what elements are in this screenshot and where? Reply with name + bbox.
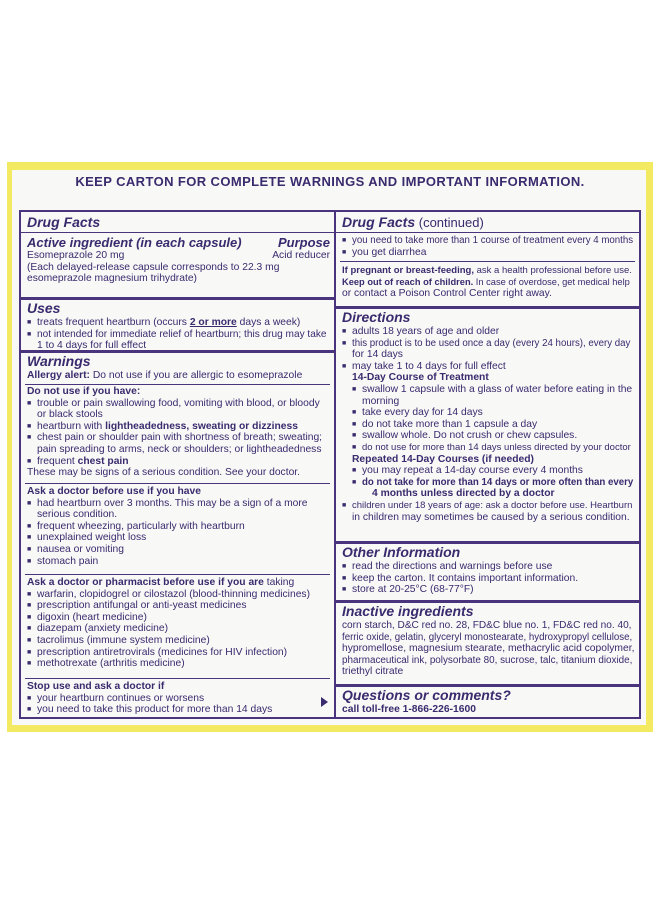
inactive-ingredients-line: pharmaceutical ink, polysorbate 80, sucrose, talc, titanium dioxide, <box>342 654 633 666</box>
do-not-use-section <box>21 386 334 479</box>
do-not-use-item: ■ trouble or pain swallowing food, vomiting with blood, or bloody <box>27 398 330 410</box>
stop-use-continued-section <box>336 235 639 258</box>
allergy-alert: Allergy alert: Do not use if you are allergic to esomeprazole <box>27 370 303 381</box>
drug-facts-continued-title: Drug Facts (continued) <box>342 214 484 230</box>
questions-phone: call toll-free 1-866-226-1600 <box>342 704 476 715</box>
questions-heading: Questions or comments? <box>342 687 511 703</box>
ask-pharmacist-item: ■ diazepam (anxiety medicine) <box>27 623 330 635</box>
ask-doctor-item: ■ stomach pain <box>27 556 330 568</box>
inactive-ingredients-line: ferric oxide, gelatin, glyceryl monostearate, hydroxypropyl cellulose, <box>342 631 633 643</box>
ask-pharmacist-item: ■ warfarin, clopidogrel or cilostazol (blood-thinning medicines) <box>27 589 330 601</box>
directions-item-cont: for 14 days <box>352 349 403 361</box>
ask-pharmacist-item: ■ digoxin (heart medicine) <box>27 612 330 624</box>
questions-section <box>336 687 639 716</box>
uses-item: ■ not intended for immediate relief of heartburn; this drug may take <box>27 329 330 341</box>
uses-heading: Uses <box>27 300 61 316</box>
drug-facts-title: Drug Facts <box>27 214 101 230</box>
other-information-heading: Other Information <box>342 544 461 560</box>
do-not-use-heading: Do not use if you have: <box>27 386 141 397</box>
other-information-section <box>336 544 639 596</box>
warnings-heading: Warnings <box>27 353 91 369</box>
other-information-item: ■ read the directions and warnings before use <box>342 561 635 573</box>
warnings-section <box>21 353 334 382</box>
do-not-use-item-cont: or black stools <box>37 409 103 421</box>
directions-item-cont: in children may sometimes be caused by a serious condition. <box>352 511 630 523</box>
drug-facts-continued-title-section <box>336 214 639 231</box>
ask-doctor-section <box>21 486 334 567</box>
course-item: ■ do not use for more than 14 days unless directed by your doctor <box>342 442 635 454</box>
keep-out-of-reach: Keep out of reach of children. In case of overdose, get medical help <box>342 276 630 287</box>
ask-pharmacist-section <box>21 577 334 670</box>
directions-item: ■ this product is to be used once a day (every 24 hours), every day <box>342 338 635 350</box>
continued-arrow-icon <box>321 697 328 707</box>
ask-doctor-heading: Ask a doctor before use if you have <box>27 486 201 497</box>
other-information-item: ■ store at 20-25°C (68-77°F) <box>342 584 635 596</box>
ask-doctor-item: ■ nausea or vomiting <box>27 544 330 556</box>
repeat-item: ■ do not take for more than 14 days or more often than every <box>342 477 635 489</box>
do-not-use-item: ■ chest pain or shoulder pain with shortness of breath; sweating; <box>27 432 330 444</box>
ask-doctor-item: ■ unexplained weight loss <box>27 532 330 544</box>
course-item-cont: morning <box>362 395 400 407</box>
uses-item: ■ treats frequent heartburn (occurs 2 or more days a week) <box>27 317 330 329</box>
uses-section <box>21 300 334 352</box>
ask-doctor-item: ■ frequent wheezing, particularly with heartburn <box>27 521 330 533</box>
drug-facts-box <box>19 210 641 719</box>
ingredient-note-1: (Each delayed-release capsule corresponds to 22.3 mg <box>27 261 280 273</box>
ingredient-note-2: esomeprazole magnesium trihydrate) <box>27 273 197 285</box>
stop-use-item: ■ you need to take this product for more than 14 days <box>27 704 330 716</box>
directions-heading: Directions <box>342 309 411 325</box>
course-heading: 14-Day Course of Treatment <box>352 372 489 384</box>
ask-pharmacist-item: ■ methotrexate (arthritis medicine) <box>27 658 330 670</box>
do-not-use-item: ■ heartburn with lightheadedness, sweating or dizziness <box>27 421 330 433</box>
inactive-ingredients-line: hypromellose, magnesium stearate, methacrylic acid copolymer, <box>342 643 635 655</box>
do-not-use-item-cont: pain spreading to arms, neck or shoulders; or lightheadedness <box>37 443 322 455</box>
ask-pharmacist-item: ■ tacrolimus (immune system medicine) <box>27 635 330 647</box>
repeat-heading: Repeated 14-Day Courses (if needed) <box>352 453 534 465</box>
active-ingredient-name: Esomeprazole 20 mg <box>27 250 125 261</box>
directions-item: ■ children under 18 years of age: ask a doctor before use. Heartburn <box>342 500 635 512</box>
course-item: ■ take every day for 14 days <box>342 407 635 419</box>
do-not-use-item: ■ frequent chest pain <box>27 456 330 468</box>
stop-use-item: ■ you get diarrhea <box>342 247 635 259</box>
pregnancy-section <box>336 265 639 300</box>
directions-item: ■ adults 18 years of age and older <box>342 326 635 338</box>
pregnancy-warning: If pregnant or breast-feeding, ask a health professional before use. <box>342 265 632 276</box>
inactive-ingredients-section <box>336 603 639 678</box>
drug-facts-right-column <box>336 212 639 717</box>
course-item: ■ swallow whole. Do not crush or chew capsules. <box>342 430 635 442</box>
stop-use-heading: Stop use and ask a doctor if <box>27 681 165 692</box>
do-not-use-note: These may be signs of a serious condition. See your doctor. <box>27 467 301 479</box>
inactive-ingredients-heading: Inactive ingredients <box>342 603 474 619</box>
directions-section <box>336 309 639 523</box>
course-item: ■ swallow 1 capsule with a glass of water before eating in the <box>342 384 635 396</box>
purpose-heading: Purpose <box>277 235 330 250</box>
active-ingredient-heading: Active ingredient (in each capsule) <box>27 235 242 250</box>
directions-item: ■ may take 1 to 4 days for full effect <box>342 361 635 373</box>
ask-doctor-item: ■ had heartburn over 3 months. This may be a sign of a more <box>27 498 330 510</box>
other-information-item: ■ keep the carton. It contains important information. <box>342 573 635 585</box>
inactive-ingredients-line: corn starch, D&C red no. 28, FD&C blue no. 1, FD&C red no. 40, <box>342 620 632 631</box>
active-ingredient-section <box>21 235 334 285</box>
ask-doctor-item-cont: serious condition. <box>37 509 118 521</box>
drug-facts-left-column <box>21 212 336 717</box>
stop-use-section <box>21 681 334 716</box>
ask-pharmacist-item: ■ prescription antifungal or anti-yeast medicines <box>27 600 330 612</box>
purpose-value: Acid reducer <box>272 250 330 261</box>
repeat-item: ■ you may repeat a 14-day course every 4 months <box>342 465 635 477</box>
ask-pharmacist-item: ■ prescription antiretrovirals (medicines for HIV infection) <box>27 647 330 659</box>
inactive-ingredients-line: triethyl citrate <box>342 666 404 678</box>
stop-use-item: ■ you need to take more than 1 course of treatment every 4 months <box>342 235 635 247</box>
course-item: ■ do not take more than 1 capsule a day <box>342 419 635 431</box>
ask-pharmacist-heading: Ask a doctor or pharmacist before use if you are taking <box>27 577 295 588</box>
repeat-item-cont: 4 months unless directed by a doctor <box>372 488 555 500</box>
uses-item-cont: 1 to 4 days for full effect <box>37 340 147 352</box>
drug-facts-title-section <box>21 214 334 231</box>
poison-control: or contact a Poison Control Center right away. <box>342 288 552 300</box>
keep-carton-banner: KEEP CARTON FOR COMPLETE WARNINGS AND IMPORTANT INFORMATION. <box>75 174 585 189</box>
stop-use-item: ■ your heartburn continues or worsens <box>27 693 330 705</box>
